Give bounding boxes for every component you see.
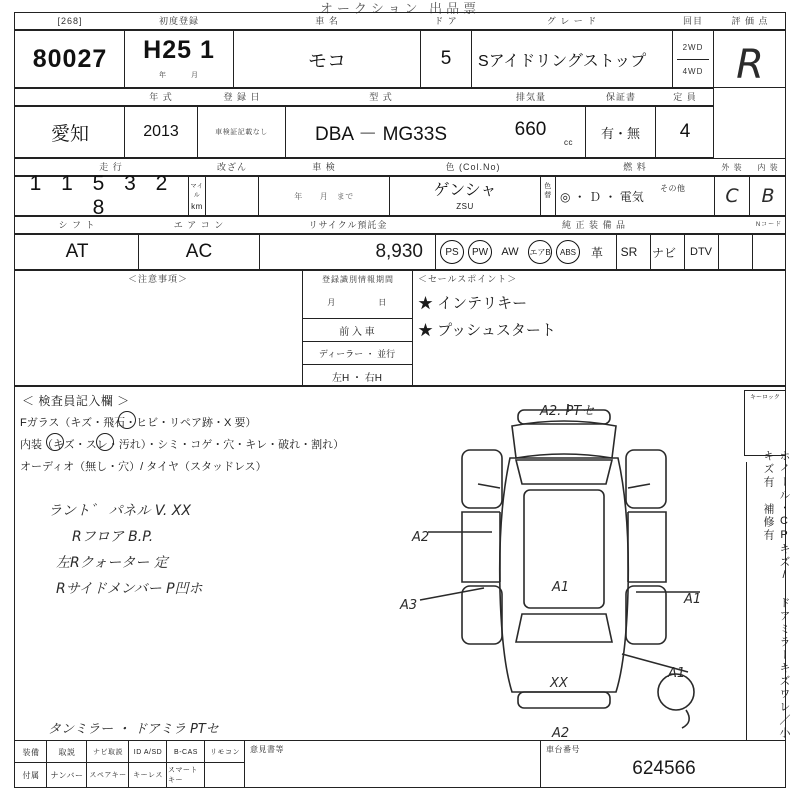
right-vertical-note: ホイール・CPキズ/ ドアミラーキズワレ／小キズ有 補修有 <box>762 450 790 740</box>
option-navi: ナビ <box>651 245 676 260</box>
displacement-cell <box>476 106 586 158</box>
label-recycle: リサイクル預託金 <box>308 219 388 230</box>
label-tamper: 改ざん <box>216 161 247 172</box>
divider-options-5 <box>752 234 753 270</box>
odometer-value: 1 1 5 3 2 8 <box>29 172 175 219</box>
label-color: 色 (Col.No) <box>445 161 501 172</box>
key-lock-label: キーロック <box>750 395 780 401</box>
period-dealer: ディーラー ・ 並行 <box>302 342 412 365</box>
label-registration-date: 登 録 日 <box>223 91 261 102</box>
drive-4wd-label: 4WD <box>682 67 704 76</box>
inspection-cell <box>258 176 390 216</box>
capacity-value: 4 <box>679 121 691 142</box>
exterior-cell <box>714 176 750 216</box>
displacement-unit: cc <box>564 138 573 147</box>
rating-mark: R <box>736 42 764 88</box>
label-count: 回目 <box>682 15 703 26</box>
registration-sub-label: 年 月 <box>159 72 199 79</box>
diagram-mark-a1-rear: A1 <box>668 666 686 681</box>
diagram-mark-a2-left: A2 <box>412 530 430 545</box>
inspector-line-2: 内装（キズ・スレ・汚れ）・シミ・コゲ・穴・キレ・破れ・割れ） <box>20 439 345 451</box>
period-month-day: 月 日 <box>302 286 412 319</box>
registration-date-value: 車検証記載なし <box>215 129 268 136</box>
circle-mark-dirt <box>96 433 114 451</box>
grade-value: Sアイドリングストップ <box>478 52 647 70</box>
divider-options-1 <box>616 234 617 270</box>
option-sunroof: SR <box>620 245 638 259</box>
sales-points-list <box>418 292 748 362</box>
divider-options-3 <box>684 234 685 270</box>
sales-point-1: ★ インテリキー <box>418 295 528 312</box>
diagram-mark-a1-center: A1 <box>552 580 570 595</box>
inspector-bottom-note: タンミラー ・ ドアミラ PTセ <box>48 722 219 737</box>
warranty-value: 有・無 <box>600 125 640 141</box>
label-lot-no: [268] <box>57 15 83 26</box>
label-caution: ＜注意事項＞ <box>127 273 188 284</box>
year-value: 2013 <box>143 123 179 140</box>
diagram-mark-a2-bottom: A2 <box>552 726 570 741</box>
model-code-value: DBA － MG33S <box>315 123 447 145</box>
footer-cell-bcas: B-CAS <box>174 748 198 756</box>
registration-value: H25 1 <box>143 35 215 64</box>
label-warranty: 保証書 <box>605 91 636 102</box>
label-odometer: 走 行 <box>99 161 123 172</box>
drive-cell <box>672 30 714 88</box>
handwritten-line-4: Rサイドメンバー P凹ホ <box>56 581 203 597</box>
fuel-value: ◎ ・ Ｄ ・ 電気 <box>560 189 644 204</box>
shift-value: AT <box>65 241 89 262</box>
label-displacement: 排気量 <box>515 91 546 102</box>
option-airbag: エアB <box>528 240 552 264</box>
label-shift: シ フ ト <box>58 219 96 230</box>
option-ps: PS <box>440 240 464 264</box>
footer-cell-manual: 取説 <box>58 747 76 757</box>
options-row <box>440 238 750 266</box>
label-first-registration: 初度登録 <box>158 15 199 26</box>
footer-cell-smart-key: スマートキー <box>168 767 198 784</box>
label-navi-code: Nコード <box>755 221 783 228</box>
footer-label-accessory: 付属 <box>22 770 40 780</box>
registration-date-cell <box>198 106 286 158</box>
fuel-other-label: その他 <box>660 184 686 193</box>
option-leather: 革 <box>590 245 603 260</box>
recycle-cell <box>260 234 436 270</box>
diagram-mark-a3: A3 <box>400 598 418 613</box>
label-options: 純 正 装 備 品 <box>561 219 626 230</box>
inspector-line-3: オーディオ（無し・穴）/ タイヤ（スタッドレス） <box>20 461 267 473</box>
footer-cell-number: ナンバー <box>50 770 84 780</box>
inspector-title: ＜ 検査員記入欄 ＞ <box>22 394 130 408</box>
footer-divider-v0 <box>46 740 47 788</box>
label-interior: 内 装 <box>757 162 779 172</box>
option-aw: AW <box>501 246 519 258</box>
diagram-mark-a2-pt: A2. PTセ <box>540 404 595 419</box>
sales-point-2: ★ プッシュスタート <box>418 322 556 339</box>
label-registration-period: 登録識別情報期間 <box>322 274 394 284</box>
label-exterior: 外 装 <box>721 162 743 172</box>
diagram-mark-a1-right: A1 <box>684 592 702 607</box>
displacement-value: 660 <box>514 119 547 140</box>
period-handle: 左H ・ 右H <box>332 372 382 384</box>
label-model-code: 型 式 <box>369 91 393 102</box>
option-pw: PW <box>468 240 492 264</box>
footer-cell-navi-manual: ナビ取説 <box>93 749 123 756</box>
divider-options-4 <box>718 234 719 270</box>
diagram-mark-xx: XX <box>550 676 568 691</box>
option-abs: ABS <box>556 240 580 264</box>
period-prior-vehicle: 前 入 車 <box>302 319 412 342</box>
drive-2wd-label: 2WD <box>682 43 704 52</box>
footer-label-equip: 装備 <box>22 747 40 757</box>
label-capacity: 定 員 <box>673 91 697 102</box>
label-inspection: 車 検 <box>312 161 336 172</box>
label-year: 年 式 <box>149 91 173 102</box>
footer-label-opinion: 意見書等 <box>250 745 284 754</box>
color-value: ゲンシャ <box>433 181 497 199</box>
label-car-name: 車 名 <box>315 15 339 26</box>
divider-right-vertical <box>746 462 747 740</box>
inspection-value: 年 月 まで <box>294 191 354 201</box>
label-sales-points: ＜セールスポイント＞ <box>418 273 518 284</box>
area-value: 愛知 <box>50 123 89 145</box>
label-aircon: エ ア コ ン <box>173 219 225 230</box>
footer-cell-spare-key: スペアキー <box>89 772 127 779</box>
color-code: ZSU <box>456 201 474 211</box>
handwritten-line-1: ラント゛ パネル V. XX <box>48 503 191 519</box>
interior-grade: B <box>761 185 775 207</box>
footer-divider-v4 <box>204 740 205 788</box>
door-value: 5 <box>440 48 452 69</box>
handwritten-line-3: 左Rクォーター 定 <box>56 555 168 571</box>
footer-chassis-number: 624566 <box>632 758 696 779</box>
option-dtv: DTV <box>690 246 712 258</box>
color-change-label: 色替 <box>544 183 552 199</box>
inspector-handwritten <box>48 498 368 602</box>
warranty-cell <box>586 106 656 158</box>
footer-cell-keyless: キーレス <box>133 772 163 779</box>
footer-divider-v3 <box>166 740 167 788</box>
label-grade: グ レ ー ド <box>546 15 598 26</box>
divider-row5-2 <box>412 270 413 386</box>
odometer-unit-cell <box>188 176 206 216</box>
footer-divider-v1 <box>86 740 87 788</box>
label-rating: 評 価 点 <box>731 15 769 26</box>
inspector-line-1: Fガラス（キズ・飛石・ヒビ・リペア跡・X 要） <box>20 417 257 429</box>
handwritten-line-2: Rフロア B.P. <box>72 529 154 545</box>
odometer-unit-km: km <box>191 202 203 211</box>
aircon-cell <box>138 234 260 270</box>
document-top-title: オークション 出品票 <box>319 1 481 14</box>
door-cell <box>420 30 472 88</box>
car-name-value: モコ <box>307 50 346 72</box>
footer-cell-remote: リモコン <box>210 749 240 756</box>
registration-cell <box>124 30 234 88</box>
footer-cell-id-sd: ID A/SD <box>133 748 163 756</box>
recycle-value: 8,930 <box>375 241 423 262</box>
circle-mark-scratch <box>46 433 64 451</box>
label-doors: ド ア <box>434 15 458 26</box>
divider-options-2 <box>650 234 651 270</box>
label-fuel: 燃 料 <box>623 161 647 172</box>
aircon-value: AC <box>185 241 213 262</box>
odometer-unit-mile: マイル <box>190 184 204 199</box>
circle-mark-stone <box>118 411 136 429</box>
color-change-cell <box>540 176 556 216</box>
year-cell <box>124 106 198 158</box>
lot-number: 80027 <box>32 44 108 73</box>
exterior-grade: C <box>725 185 739 207</box>
footer-divider-v2 <box>128 740 129 788</box>
registration-period-cell <box>302 286 412 386</box>
color-cell <box>390 176 540 216</box>
footer-divider-v5 <box>244 740 245 788</box>
footer-label-chassis: 車台番号 <box>546 745 580 754</box>
footer-divider-v6 <box>540 740 541 788</box>
footer-divider-horizontal <box>14 762 244 763</box>
